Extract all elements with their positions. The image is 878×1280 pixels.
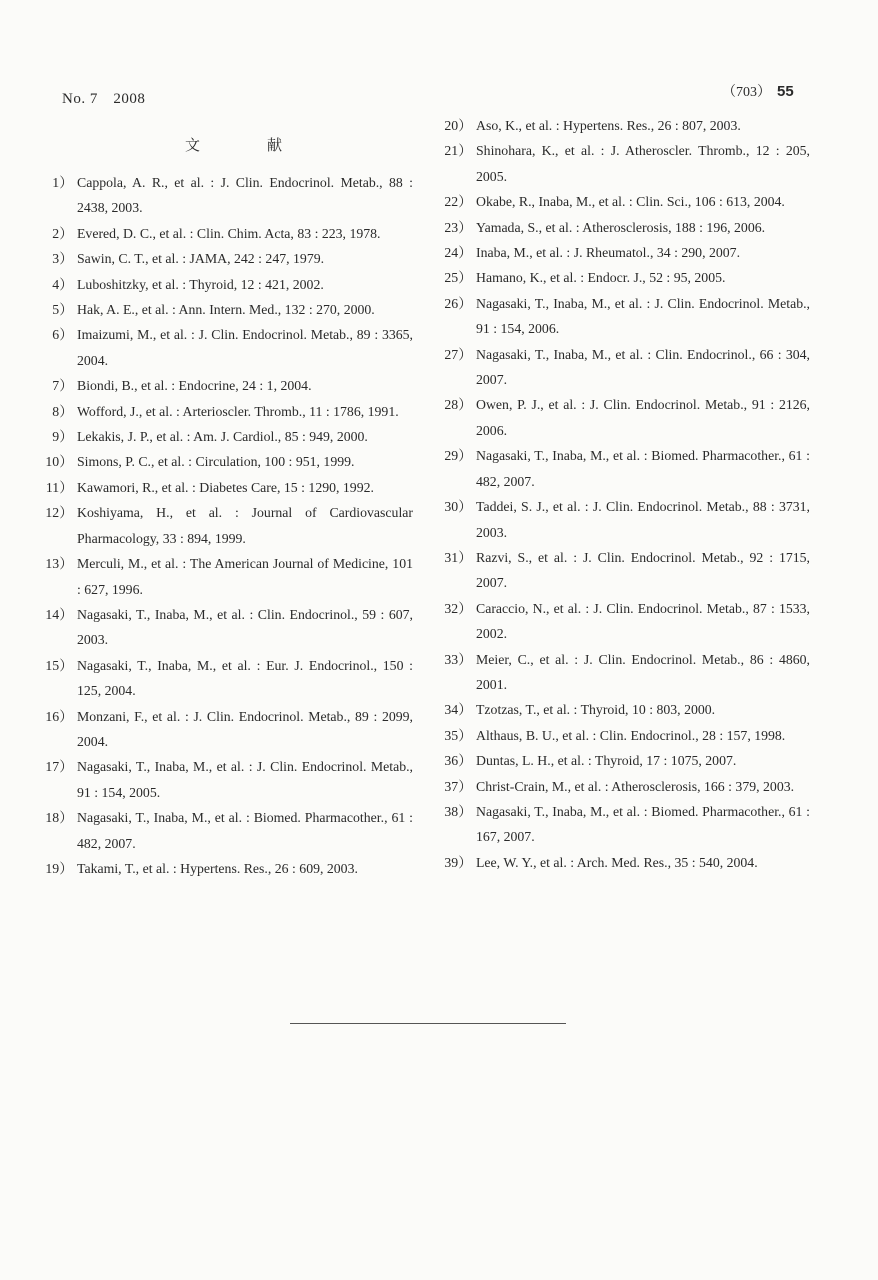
reference-item	[440, 596, 810, 647]
reference-number: 17）	[45, 759, 73, 775]
reference-text: Wofford, J., et al. : Arterioscler. Thromb., 11 : 1786, 1991.	[77, 403, 399, 419]
reference-text: Yamada, S., et al. : Atherosclerosis, 188 : 196, 2006.	[476, 219, 766, 235]
reference-number: 32）	[444, 600, 472, 616]
section-title: 文 献	[185, 136, 309, 154]
reference-item	[43, 221, 413, 246]
reference-number: 33）	[444, 651, 472, 667]
reference-number: 28）	[444, 397, 472, 413]
reference-text: Shinohara, K., et al. : J. Atheroscler. Thromb., 12 : 205, 2005.	[476, 143, 810, 184]
reference-number: 15）	[45, 657, 73, 673]
reference-text: Razvi, S., et al. : J. Clin. Endocrinol. Metab., 92 : 1715, 2007.	[476, 549, 810, 591]
reference-text: Kawamori, R., et al. : Diabetes Care, 15 : 1290, 1992.	[77, 479, 374, 495]
reference-item	[43, 449, 413, 474]
reference-item	[43, 272, 413, 297]
page-number: 55	[777, 83, 794, 100]
reference-number: 18）	[45, 810, 73, 826]
reference-item	[440, 138, 810, 189]
reference-number: 25）	[444, 270, 472, 286]
reference-item	[43, 424, 413, 449]
reference-number: 9）	[52, 429, 73, 445]
reference-item	[43, 246, 413, 271]
reference-text: Koshiyama, H., et al. : Journal of Cardiovascular Pharmacology, 33 : 894, 1999.	[77, 505, 413, 546]
reference-number: 19）	[45, 860, 73, 876]
reference-text: Aso, K., et al. : Hypertens. Res., 26 : 807, 2003.	[476, 118, 741, 133]
reference-text: Monzani, F., et al. : J. Clin. Endocrinol. Metab., 89 : 2099, 2004.	[77, 708, 413, 749]
reference-text: Christ-Crain, M., et al. : Atherosclerosis, 166 : 379, 2003.	[476, 778, 795, 794]
reference-item	[440, 799, 810, 850]
reference-text: Cappola, A. R., et al. : J. Clin. Endocrinol. Metab., 88 : 2438, 2003.	[77, 175, 413, 216]
page-number-block	[722, 81, 794, 101]
reference-item	[440, 647, 810, 698]
reference-item	[440, 494, 810, 545]
reference-item	[43, 373, 413, 398]
reference-number: 11）	[45, 479, 73, 495]
reference-number: 1）	[52, 175, 73, 190]
reference-text: Nagasaki, T., Inaba, M., et al. : Clin. Endocrinol., 66 : 304, 2007.	[476, 346, 810, 388]
reference-text: Tzotzas, T., et al. : Thyroid, 10 : 803, 2000.	[476, 702, 716, 718]
reference-number: 22）	[444, 194, 472, 210]
reference-text: Lekakis, J. P., et al. : Am. J. Cardiol., 85 : 949, 2000.	[77, 429, 368, 445]
reference-text: Merculi, M., et al. : The American Journal of Medicine, 101 : 627, 1996.	[77, 556, 413, 597]
reference-number: 39）	[444, 854, 472, 870]
reference-text: Taddei, S. J., et al. : J. Clin. Endocrinol. Metab., 88 : 3731, 2003.	[476, 499, 810, 540]
reference-number: 29）	[444, 448, 472, 464]
reference-item	[440, 392, 810, 443]
reference-item	[440, 723, 810, 748]
reference-number: 2）	[52, 225, 73, 241]
footer-rule	[290, 1023, 566, 1024]
reference-item	[440, 443, 810, 494]
reference-item	[43, 805, 413, 856]
reference-number: 7）	[52, 378, 73, 394]
reference-item	[43, 602, 413, 653]
reference-number: 34）	[444, 702, 472, 718]
reference-item	[440, 850, 810, 875]
reference-item	[43, 704, 413, 755]
reference-item	[440, 291, 810, 342]
reference-number: 5）	[52, 302, 73, 318]
reference-text: Nagasaki, T., Inaba, M., et al. : Biomed. Pharmacother., 61 : 482, 2007.	[77, 810, 413, 851]
reference-text: Duntas, L. H., et al. : Thyroid, 17 : 1075, 2007.	[476, 753, 737, 769]
references-left-column	[43, 170, 413, 881]
reference-text: Sawin, C. T., et al. : JAMA, 242 : 247, 1979.	[77, 251, 325, 267]
reference-item	[440, 189, 810, 214]
reference-number: 37）	[444, 778, 472, 794]
reference-text: Nagasaki, T., Inaba, M., et al. : Biomed. Pharmacother., 61 : 482, 2007.	[476, 448, 810, 489]
reference-number: 16）	[45, 708, 73, 724]
reference-number: 36）	[444, 753, 472, 769]
reference-number: 26）	[444, 295, 472, 311]
reference-item	[440, 265, 810, 290]
reference-number: 20）	[444, 118, 472, 133]
reference-text: Takami, T., et al. : Hypertens. Res., 26 : 609, 2003.	[77, 860, 358, 876]
reference-number: 3）	[52, 251, 73, 267]
reference-text: Imaizumi, M., et al. : J. Clin. Endocrinol. Metab., 89 : 3365, 2004.	[77, 327, 413, 368]
reference-text: Nagasaki, T., Inaba, M., et al. : Biomed. Pharmacother., 61 : 167, 2007.	[476, 803, 810, 845]
reference-item	[43, 653, 413, 704]
reference-item	[43, 856, 413, 881]
reference-text: Luboshitzky, et al. : Thyroid, 12 : 421, 2002.	[77, 276, 324, 292]
page-label: （703）	[722, 85, 771, 100]
reference-number: 24）	[444, 245, 472, 261]
reference-item	[440, 697, 810, 722]
reference-text: Nagasaki, T., Inaba, M., et al. : J. Clin. Endocrinol. Metab., 91 : 154, 2005.	[77, 759, 413, 800]
reference-number: 30）	[444, 499, 472, 515]
reference-text: Okabe, R., Inaba, M., et al. : Clin. Sci., 106 : 613, 2004.	[476, 194, 785, 210]
reference-number: 14）	[45, 606, 73, 622]
reference-item	[43, 475, 413, 500]
reference-number: 12）	[45, 505, 73, 521]
reference-text: Althaus, B. U., et al. : Clin. Endocrinol., 28 : 157, 1998.	[476, 727, 786, 743]
reference-number: 38）	[444, 803, 472, 819]
reference-number: 27）	[444, 346, 472, 362]
reference-item	[440, 774, 810, 799]
reference-number: 8）	[52, 403, 73, 419]
reference-number: 6）	[52, 327, 73, 343]
reference-item	[440, 240, 810, 265]
reference-text: Caraccio, N., et al. : J. Clin. Endocrinol. Metab., 87 : 1533, 2002.	[476, 600, 810, 642]
reference-text: Nagasaki, T., Inaba, M., et al. : Eur. J. Endocrinol., 150 : 125, 2004.	[77, 657, 413, 699]
reference-item	[43, 399, 413, 424]
reference-number: 31）	[444, 549, 472, 565]
reference-number: 4）	[52, 276, 73, 292]
reference-text: Hak, A. E., et al. : Ann. Intern. Med., 132 : 270, 2000.	[77, 302, 375, 318]
reference-text: Meier, C., et al. : J. Clin. Endocrinol. Metab., 86 : 4860, 2001.	[476, 651, 810, 692]
reference-number: 35）	[444, 727, 472, 743]
reference-item	[440, 342, 810, 393]
references-right-column	[440, 113, 810, 875]
reference-text: Nagasaki, T., Inaba, M., et al. : J. Clin. Endocrinol. Metab., 91 : 154, 2006.	[476, 295, 810, 337]
reference-number: 23）	[444, 219, 472, 235]
reference-number: 13）	[45, 556, 73, 572]
reference-text: Biondi, B., et al. : Endocrine, 24 : 1, 2004.	[77, 378, 312, 394]
reference-text: Hamano, K., et al. : Endocr. J., 52 : 95, 2005.	[476, 270, 726, 286]
reference-item	[43, 297, 413, 322]
reference-text: Owen, P. J., et al. : J. Clin. Endocrinol. Metab., 91 : 2126, 2006.	[476, 397, 810, 438]
reference-text: Inaba, M., et al. : J. Rheumatol., 34 : 290, 2007.	[476, 245, 741, 261]
reference-item	[43, 551, 413, 602]
reference-item	[440, 215, 810, 240]
reference-item	[43, 500, 413, 551]
reference-item	[440, 113, 810, 138]
reference-item	[43, 322, 413, 373]
reference-text: Simons, P. C., et al. : Circulation, 100 : 951, 1999.	[77, 454, 355, 470]
reference-text: Evered, D. C., et al. : Clin. Chim. Acta, 83 : 223, 1978.	[77, 225, 381, 241]
reference-number: 21）	[444, 143, 472, 159]
reference-item	[43, 754, 413, 805]
reference-number: 10）	[45, 454, 73, 470]
reference-item	[440, 545, 810, 596]
reference-item	[43, 170, 413, 221]
reference-text: Lee, W. Y., et al. : Arch. Med. Res., 35 : 540, 2004.	[476, 854, 758, 870]
issue-label: No. 7 2008	[62, 91, 146, 107]
reference-item	[440, 748, 810, 773]
reference-text: Nagasaki, T., Inaba, M., et al. : Clin. Endocrinol., 59 : 607, 2003.	[77, 606, 413, 648]
